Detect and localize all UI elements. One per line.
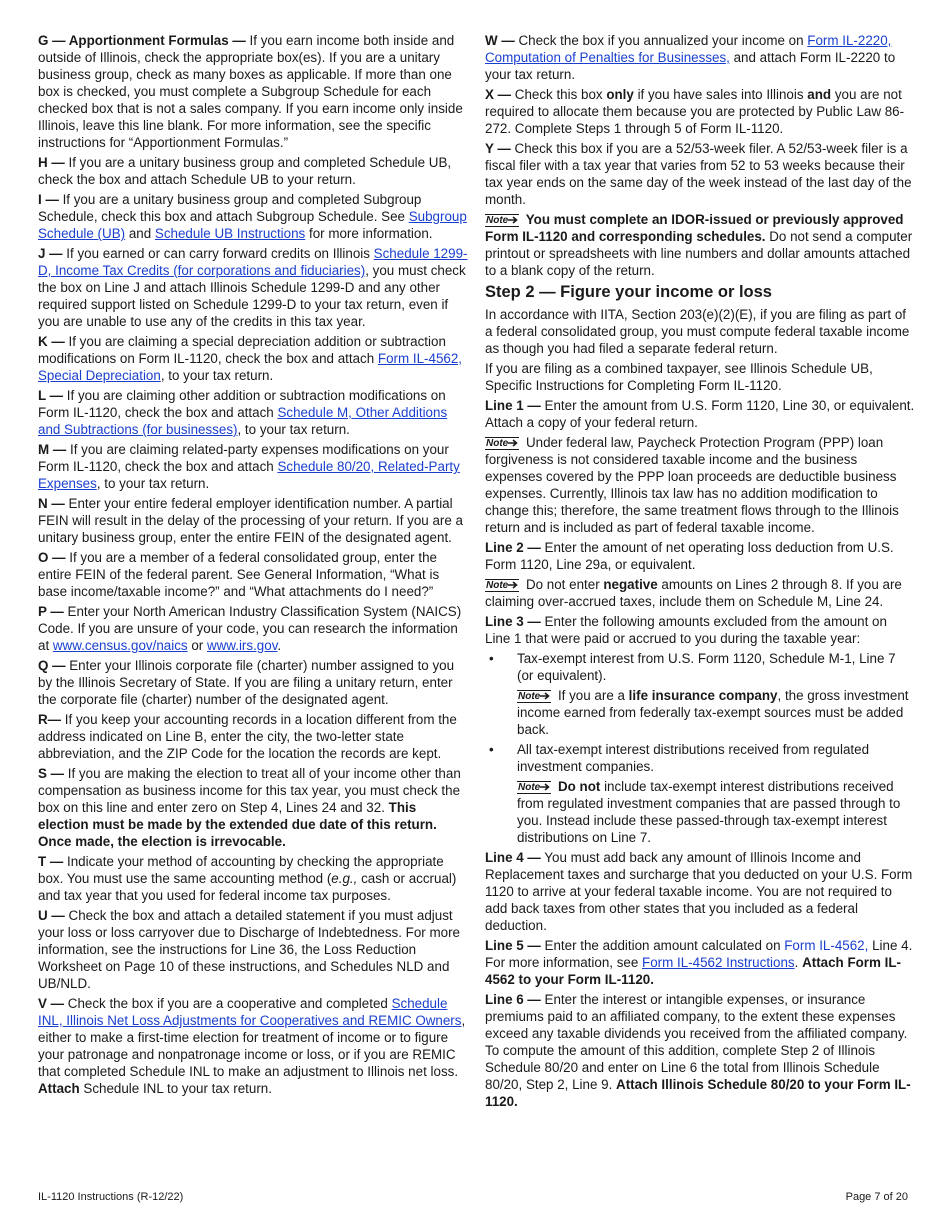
- line-h-paragraph: H — If you are a unitary business group and completed Schedule UB, check the box and attach Schedule UB to your return.: [38, 155, 452, 187]
- note-icon: Note: [517, 690, 551, 703]
- line-i-paragraph: I — If you are a unitary business group and completed Subgroup Schedule, check this box and attach Subgroup Schedule. See Subgroup Schedule (UB) and Schedule UB Instructions for more information.: [38, 192, 467, 241]
- line-v-paragraph: V — Check the box if you are a cooperative and completed Schedule INL, Illinois Net Loss Adjustments for Cooperatives and REMIC Owners, either to make a first-time election for treatment of income or to figure your patronage and nonpatronage income or loss, or if you are REMIC that completed Schedule INL to make an adjustment to Illinois net loss. Attach Schedule INL to your tax return.: [38, 996, 466, 1096]
- line-w-paragraph: W — Check the box if you annualized your income on Form IL-2220, Computation of Penalties for Businesses, and attach Form IL-2220 to your tax return.: [485, 33, 896, 82]
- line-n-paragraph: N — Enter your entire federal employer identification number. A partial FEIN will result in the delay of the processing of your return. If you are a unitary business group, enter the entire FEIN of the designated agent.: [38, 496, 463, 545]
- line-p-paragraph: P — Enter your North American Industry Classification System (NAICS) Code. If you are unsure of your code, you can research the information at www.census.gov/naics or www.irs.gov.: [38, 604, 462, 653]
- schedule-1299d-link[interactable]: Schedule 1299-D, Income Tax Credits (for corporations and fiduciaries): [38, 246, 468, 278]
- step2-heading: Step 2 — Figure your income or loss: [485, 283, 772, 301]
- right-column: [485, 32, 915, 1113]
- bullet-icon: •: [489, 651, 494, 666]
- line-r-paragraph: R— If you keep your accounting records in a location different from the address indicated on Line B, enter the city, the two-letter state abbreviation, and the ZIP Code for the location the records are kept.: [38, 712, 457, 761]
- line-j-paragraph: J — If you earned or can carry forward credits on Illinois Schedule 1299-D, Income Tax Credits (for corporations and fiduciaries), you must check the box on Line J and attach Illinois Schedule 1299-D and any other required support listed on Schedule 1299-D to your tax return, even if you are unable to use any of the credits in this tax year.: [38, 246, 468, 329]
- line-3-paragraph: Line 3 — Enter the following amounts excluded from the amount on Line 1 that were paid or accrued to you during the taxable year:: [485, 614, 887, 646]
- irs-gov-link[interactable]: www.irs.gov: [206, 638, 278, 653]
- line-g-paragraph: G — Apportionment Formulas — If you earn income both inside and outside of Illinois, check the appropriate box(es). If you are a unitary business group, check as many boxes as applicable. If more than one box is checked, you must complete a Subgroup Schedule for each checked box that is not a sales company. If you earn income only inside Illinois, leave this line blank. For more information, see the specific instructions for “Apportionment Formulas.”: [38, 33, 463, 150]
- form-il2220-link[interactable]: Form IL-2220, Computation of Penalties for Businesses,: [485, 33, 892, 65]
- line-l-paragraph: L — If you are claiming other addition or subtraction modifications on Form IL-1120, check the box and attach Schedule M, Other Additions and Subtractions (for businesses), to your tax return.: [38, 388, 448, 437]
- note-do-not-include: Note Do not include tax-exempt interest distributions received from regulated investment companies that are passed through to you. Instead include these passed-through tax-exempt interest distributions on Line 7.: [517, 779, 901, 845]
- line-x-paragraph: X — Check this box only if you have sales into Illinois and you are not required to allocate them because you are protected by Public Law 86-272. Complete Steps 1 through 5 of Form IL-1120.: [485, 87, 905, 136]
- line-6-paragraph: Line 6 — Enter the interest or intangible expenses, or insurance premiums paid to an affiliated company, to the extent these expenses exceed any taxable dividends you received from the affiliated company. To compute the amount of this addition, complete Step 2 of Illinois Schedule 80/20 and enter on Line 6 the total from Illinois Schedule 80/20, Step 2, Line 9. Attach Illinois Schedule 80/20 to your Form IL-1120.: [485, 992, 911, 1109]
- schedule-m-link[interactable]: Schedule M, Other Additions and Subtractions (for businesses): [38, 405, 448, 437]
- census-naics-link[interactable]: www.census.gov/naics: [52, 638, 188, 653]
- line-u-paragraph: U — Check the box and attach a detailed statement if you must adjust your loss or loss carryover due to Discharge of Indebtedness. For more information, see the instructions for Line 36, the Loss Reduction Worksheet on Page 10 of these instructions, and Schedules NLD and UB/NLD.: [38, 908, 460, 991]
- line-5-paragraph: Line 5 — Enter the addition amount calculated on Form IL-4562, Line 4. For more information, see Form IL-4562 Instructions. Attach Form IL-4562 to your Form IL-1120.: [485, 938, 913, 987]
- note-icon: Note: [485, 579, 519, 592]
- note-life-insurance: Note If you are a life insurance company, the gross investment income earned from federally tax-exempt sources must be added back.: [517, 688, 909, 737]
- step2-intro-paragraph: In accordance with IITA, Section 203(e)(2)(E), if you are filing as part of a federal consolidated group, you must compute federal taxable income as though you had filed a separate federal return.: [485, 307, 910, 356]
- note-icon: Note: [485, 214, 519, 227]
- list-item: • All tax-exempt interest distributions received from regulated investment companies. Note Do not include tax-exempt interest distributions received from regulated investment companies that are passed through to you. Instead include these passed-through tax-exempt interest distributions on Line 7.: [485, 741, 915, 846]
- note-ppp: Note Under federal law, Paycheck Protection Program (PPP) loan forgiveness is not considered taxable income and the business expenses covered by the PPP loan proceeds are deductible business expenses. Currently, Illinois tax law has no addition modification to change this; therefore, the same treatment flows through to the Illinois return and is included as part of federal taxable income.: [485, 435, 899, 535]
- line-m-paragraph: M — If you are claiming related-party expenses modifications on your Form IL-1120, check the box and attach Schedule 80/20, Related-Party Expenses, to your tax return.: [38, 442, 460, 491]
- list-item: • Tax-exempt interest from U.S. Form 1120, Schedule M-1, Line 7 (or equivalent). Note If you are a life insurance company, the gross investment income earned from federally tax-exempt sources must be added back.: [485, 650, 915, 738]
- footer-form-id: IL-1120 Instructions (R-12/22): [38, 1191, 184, 1203]
- line-q-paragraph: Q — Enter your Illinois corporate file (charter) number assigned to you by the Illinois Secretary of State. If you are filing a unitary return, enter the corporate file (charter) number of the designated agent.: [38, 658, 455, 707]
- form-il4562-reference[interactable]: Form IL-4562,: [784, 938, 869, 953]
- form-il4562-instructions-link[interactable]: Form IL-4562 Instructions: [642, 955, 795, 970]
- schedule-inl-link[interactable]: Schedule INL, Illinois Net Loss Adjustments for Cooperatives and REMIC Owners: [38, 996, 462, 1028]
- line-1-paragraph: Line 1 — Enter the amount from U.S. Form 1120, Line 30, or equivalent. Attach a copy of your federal return.: [485, 398, 915, 430]
- note-idor-form: Note You must complete an IDOR-issued or previously approved Form IL-1120 and corresponding schedules. Do not send a computer printout or spreadsheets with line numbers and dollar amounts attached to a blank copy of the return.: [485, 212, 913, 278]
- bullet-icon: •: [489, 742, 494, 757]
- subgroup-schedule-link[interactable]: Subgroup Schedule (UB): [38, 209, 467, 241]
- combined-taxpayer-paragraph: If you are filing as a combined taxpayer, see Illinois Schedule UB, Specific Instructions for Completing Form IL-1120.: [485, 361, 873, 393]
- left-column: [38, 32, 468, 1100]
- line-t-paragraph: T — Indicate your method of accounting by checking the appropriate box. You must use the same accounting method (e.g., cash or accrual) and tax year that you used for federal income tax purposes.: [38, 854, 457, 903]
- line-y-paragraph: Y — Check this box if you are a 52/53-week filer. A 52/53-week filer is a fiscal filer with a tax year that varies from 52 to 53 weeks because their tax year ends on the same day of the week instead of the last day of the month.: [485, 141, 912, 207]
- line-s-paragraph: S — If you are making the election to treat all of your income other than compensation as business income for this tax year, you must check the box on this line and enter zero on Step 4, Lines 24 and 32. This election must be made by the extended due date of this return. Once made, the election is irrevocable.: [38, 766, 461, 849]
- schedule-80-20-link[interactable]: Schedule 80/20, Related-Party Expenses: [38, 459, 460, 491]
- footer-page-number: Page 7 of 20: [845, 1191, 908, 1203]
- form-il4562-link[interactable]: Form IL-4562, Special Depreciation: [38, 351, 463, 383]
- schedule-ub-instructions-link[interactable]: Schedule UB Instructions: [154, 226, 306, 241]
- line-3-list: [485, 650, 915, 846]
- note-negative: Note Do not enter negative amounts on Lines 2 through 8. If you are claiming over-accrued taxes, include them on Schedule M, Line 24.: [485, 577, 902, 609]
- line-4-paragraph: Line 4 — You must add back any amount of Illinois Income and Replacement taxes and surcharge that you deducted on your U.S. Form 1120 to arrive at your federal taxable income. You are not required to add back taxes from other states that you included as a federal deduction.: [485, 850, 913, 933]
- line-2-paragraph: Line 2 — Enter the amount of net operating loss deduction from U.S. Form 1120, Line 29a, or equivalent.: [485, 540, 894, 572]
- note-icon: Note: [517, 781, 551, 794]
- line-o-paragraph: O — If you are a member of a federal consolidated group, enter the entire FEIN of the federal parent. See General Information, “What is base income/taxable income?” and “What attachments do I need?”: [38, 550, 440, 599]
- line-k-paragraph: K — If you are claiming a special depreciation addition or subtraction modifications on Form IL-1120, check the box and attach Form IL-4562, Special Depreciation, to your tax return.: [38, 334, 463, 383]
- note-icon: Note: [485, 437, 519, 450]
